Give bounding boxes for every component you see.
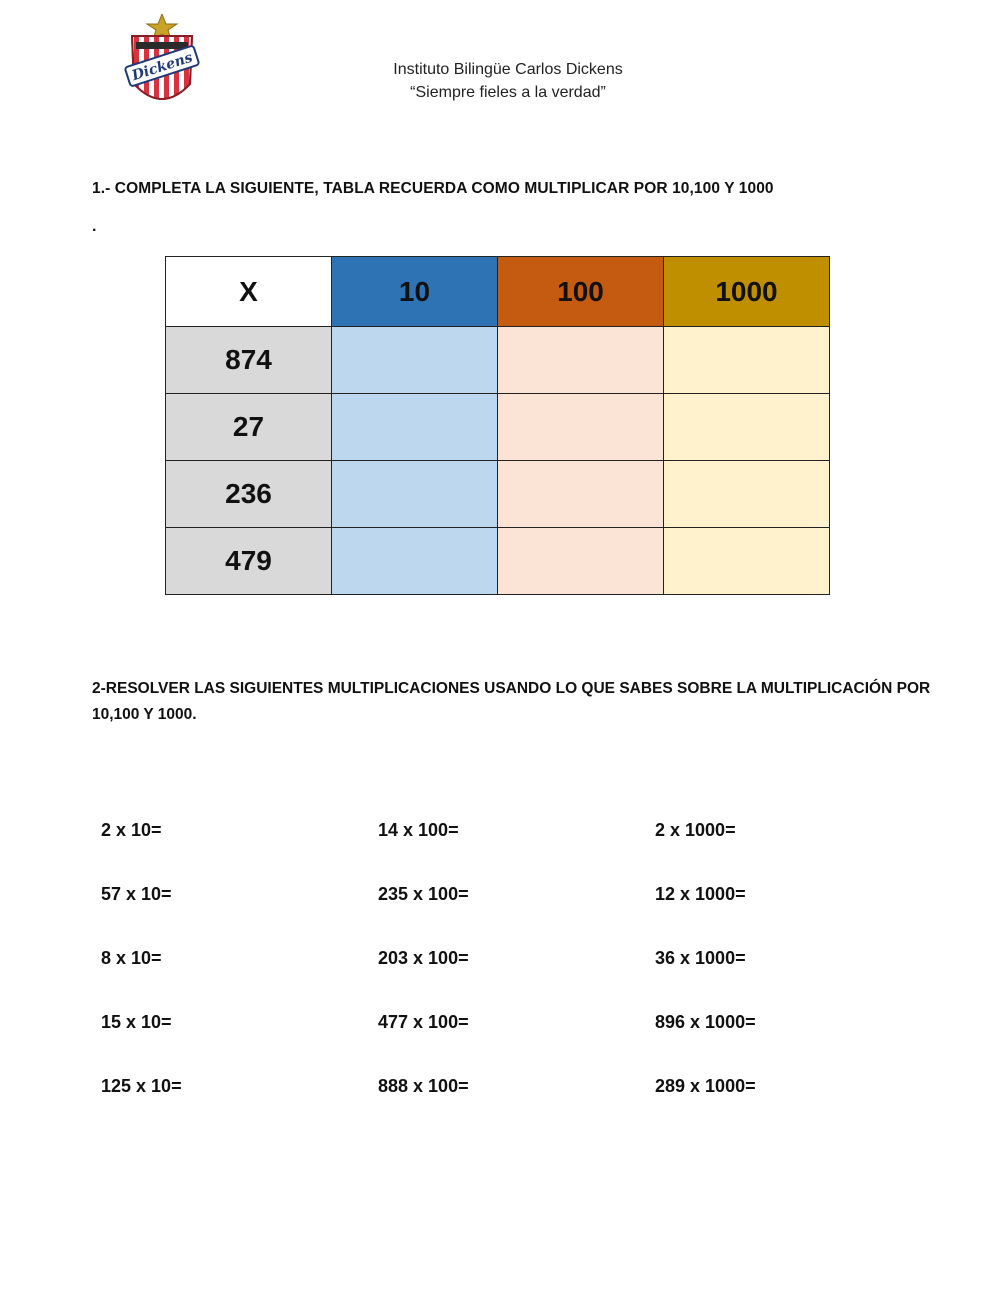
table-row	[166, 327, 830, 394]
exercise-1-instruction: 1.- COMPLETA LA SIGUIENTE, TABLA RECUERDA COMO MULTIPLICAR POR 10,100 Y 1000	[92, 180, 774, 197]
multiplication-exercises	[101, 818, 932, 1138]
exercise-item: 477 x 100=	[378, 1012, 469, 1032]
header-cell-1000: 1000	[664, 257, 830, 327]
answer-cell-times-10[interactable]	[332, 461, 498, 528]
exercise-item: 8 x 10=	[101, 948, 162, 968]
times-10-column	[101, 818, 378, 1138]
row-number-cell: 479	[166, 528, 332, 595]
exercise-item: 2 x 10=	[101, 820, 162, 840]
multiplication-table	[165, 256, 830, 595]
exercise-item: 36 x 1000=	[655, 948, 746, 968]
exercise-item: 14 x 100=	[378, 820, 459, 840]
row-number-cell: 236	[166, 461, 332, 528]
table-header-row	[166, 257, 830, 327]
exercise-item: 289 x 1000=	[655, 1076, 756, 1096]
table-row	[166, 461, 830, 528]
answer-cell-times-100[interactable]	[498, 528, 664, 595]
answer-cell-times-10[interactable]	[332, 327, 498, 394]
institution-motto: “Siempre fieles a la verdad”	[410, 84, 606, 101]
exercise-item: 203 x 100=	[378, 948, 469, 968]
exercise-2-instruction: 2-RESOLVER LAS SIGUIENTES MULTIPLICACIONES USANDO LO QUE SABES SOBRE LA MULTIPLICACIÓN POR 10,100 Y 1000.	[92, 680, 931, 723]
exercise-item: 2 x 1000=	[655, 820, 736, 840]
answer-cell-times-100[interactable]	[498, 394, 664, 461]
institution-name: Instituto Bilingüe Carlos Dickens	[393, 61, 623, 78]
times-1000-column	[655, 818, 932, 1138]
table-row	[166, 528, 830, 595]
header-cell-100: 100	[498, 257, 664, 327]
row-number-cell: 874	[166, 327, 332, 394]
stray-dot: .	[92, 218, 97, 235]
header-cell-10: 10	[332, 257, 498, 327]
answer-cell-times-10[interactable]	[332, 394, 498, 461]
answer-cell-times-1000[interactable]	[664, 528, 830, 595]
exercise-item: 896 x 1000=	[655, 1012, 756, 1032]
answer-cell-times-10[interactable]	[332, 528, 498, 595]
answer-cell-times-1000[interactable]	[664, 327, 830, 394]
svg-text:Dickens: Dickens	[130, 49, 195, 85]
times-100-column	[378, 818, 655, 1138]
exercise-item: 888 x 100=	[378, 1076, 469, 1096]
exercise-item: 125 x 10=	[101, 1076, 182, 1096]
row-number-cell: 27	[166, 394, 332, 461]
header-cell-x: X	[166, 257, 332, 327]
answer-cell-times-100[interactable]	[498, 461, 664, 528]
exercise-item: 12 x 1000=	[655, 884, 746, 904]
exercise-item: 15 x 10=	[101, 1012, 172, 1032]
exercise-item: 57 x 10=	[101, 884, 172, 904]
table-row	[166, 394, 830, 461]
document-header	[0, 58, 1000, 104]
answer-cell-times-100[interactable]	[498, 327, 664, 394]
answer-cell-times-1000[interactable]	[664, 394, 830, 461]
exercise-item: 235 x 100=	[378, 884, 469, 904]
answer-cell-times-1000[interactable]	[664, 461, 830, 528]
